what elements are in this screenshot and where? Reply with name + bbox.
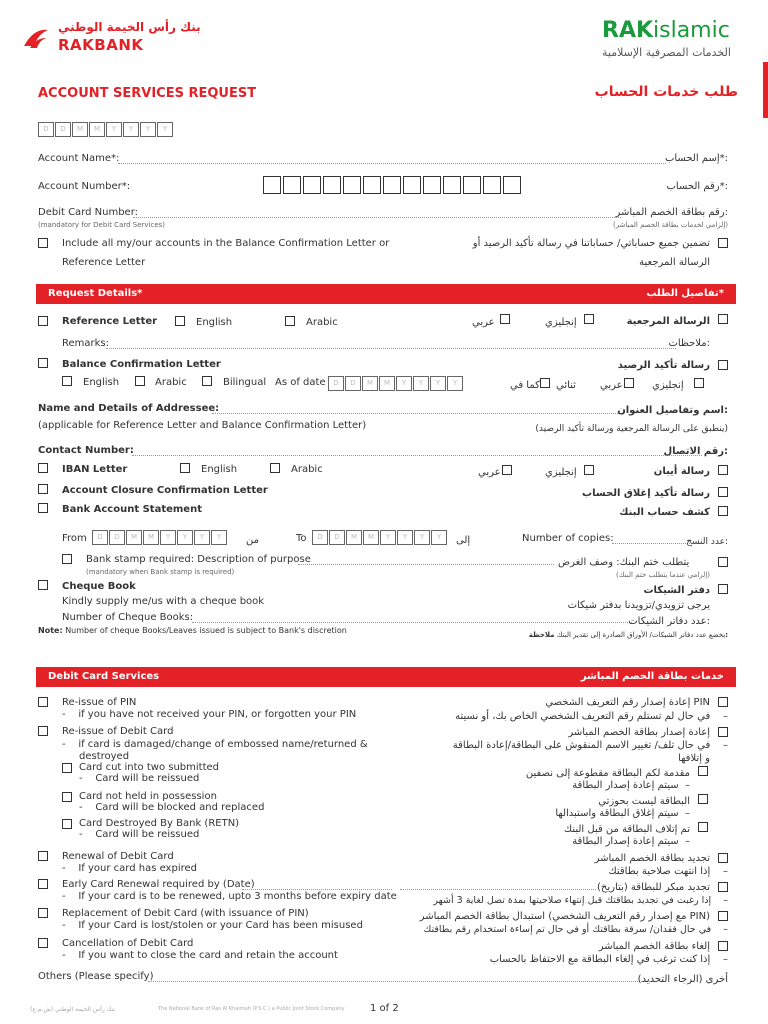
iban-english-label-ar: إنجليزي [545, 467, 577, 478]
card-cut-desc-ar: سيتم إعادة إصدار البطاقة – [572, 780, 690, 791]
replacement-checkbox-ar[interactable] [718, 911, 728, 921]
stamp-checkbox-ar[interactable] [718, 557, 728, 567]
card-destroyed-checkbox-ar[interactable] [698, 822, 708, 832]
replacement-desc: - If your Card is lost/stolen or your Card has been misused [62, 920, 363, 931]
reissue-pin-label: Re-issue of PIN [62, 697, 137, 708]
copies-field[interactable] [612, 543, 690, 544]
num-cheque-books-label: Number of Cheque Books: [62, 612, 194, 623]
cheque-note-ar [529, 631, 728, 639]
card-destroyed-label-ar: تم إتلاف البطاقة من قبل البنك [563, 824, 690, 835]
include-all-accounts-label-ar: تضمين جميع حساباتي/ حساباتنا في رسالة تأكيد الرصيد أو [472, 238, 710, 249]
card-destroyed-checkbox[interactable] [62, 819, 72, 829]
iban-arabic-checkbox[interactable] [270, 463, 280, 473]
card-destroyed-label: Card Destroyed By Bank (RETN) [79, 818, 240, 829]
closure-letter-checkbox[interactable] [38, 484, 48, 494]
cheque-note-text: Number of cheque Books/Leaves issued is subject to Bank's discretion [65, 626, 347, 635]
include-all-accounts-checkbox-ar[interactable] [718, 238, 728, 248]
card-not-held-label: Card not held in possession [79, 791, 217, 802]
reissue-card-label-ar: إعادة إصدار بطاقة الخصم المباشر [568, 727, 710, 738]
closure-letter-checkbox-ar[interactable] [718, 487, 728, 497]
debit-card-number-field[interactable] [133, 217, 621, 218]
cancellation-label: Cancellation of Debit Card [62, 938, 194, 949]
rakbank-name: RAKBANK [58, 36, 144, 54]
debit-card-services-band [36, 667, 736, 687]
cancellation-label-ar: إلغاء بطاقة الخصم المباشر [598, 941, 710, 952]
reissue-pin-checkbox-ar[interactable] [718, 697, 728, 707]
footer-legal: The National Bank of Ras Al Khaimah (P.S.C.) a Public Joint Stock Company [158, 1006, 345, 1012]
cheque-book-label: Cheque Book [62, 581, 136, 592]
card-cut-checkbox[interactable] [62, 763, 72, 773]
iban-letter-label: IBAN Letter [62, 464, 128, 475]
card-not-held-desc-ar: سيتم إغلاق البطاقة واستبدالها – [555, 808, 690, 819]
balance-bilingual-checkbox-ar[interactable] [540, 378, 550, 388]
title-en: ACCOUNT SERVICES REQUEST [38, 86, 257, 101]
cancellation-desc-ar: إذا كنت ترغب في إلغاء البطاقة مع الاحتفاظ بالحساب – [489, 954, 728, 965]
contact-number-label-ar: رقم الاتصال: [663, 446, 728, 457]
renewal-desc: - If your card has expired [62, 863, 197, 874]
remarks-field[interactable] [106, 348, 676, 349]
card-not-held-checkbox-ar[interactable] [698, 794, 708, 804]
iban-english-checkbox[interactable] [180, 463, 190, 473]
iban-english-label: English [201, 464, 238, 475]
kindly-supply-label-ar: يرجى تزويدي/تزويدنا بدفتر شيكات [567, 600, 710, 611]
account-number-label-ar: رقم الحساب*: [666, 181, 728, 192]
cheque-book-label-ar: دفتر الشيكات [643, 585, 710, 596]
account-name-label: Account Name*: [38, 153, 120, 164]
card-cut-label: Card cut into two submitted [79, 762, 219, 773]
reference-english-checkbox-ar[interactable] [584, 314, 594, 324]
reference-english-checkbox[interactable] [175, 316, 185, 326]
reference-letter-label: Reference Letter [62, 316, 158, 327]
copies-label: Number of copies: [522, 533, 614, 544]
balance-bilingual-label-ar: ثنائي [556, 380, 576, 391]
balance-bilingual-checkbox[interactable] [202, 376, 212, 386]
addressee-label: Name and Details of Addressee: [38, 403, 220, 414]
early-renewal-desc: - If your card is to be renewed, upto 3 months before expiry date [62, 891, 397, 902]
stamp-label-ar: يتطلب ختم البنك: وصف الغرض [558, 557, 690, 568]
iban-arabic-label-ar: عربي [478, 467, 501, 478]
rakbank-arabic-name: بنك رأس الخيمة الوطني [58, 20, 201, 34]
closure-letter-label: Account Closure Confirmation Letter [62, 485, 268, 496]
rakislamic-arabic: الخدمات المصرفية الإسلامية [602, 46, 731, 59]
reissue-pin-checkbox[interactable] [38, 697, 48, 707]
reissue-card-label: Re-issue of Debit Card [62, 726, 174, 737]
card-cut-desc: - Card will be reissued [79, 773, 200, 784]
include-all-accounts-checkbox[interactable] [38, 238, 48, 248]
reference-arabic-label-ar: عربي [472, 317, 495, 328]
reference-letter-checkbox[interactable] [38, 316, 48, 326]
num-cheque-books-field[interactable] [192, 622, 632, 623]
statement-from-date[interactable]: D D M M Y Y Y Y [92, 530, 228, 545]
reissue-pin-desc: - if you have not received your PIN, or forgotten your PIN [62, 709, 357, 720]
early-renewal-field[interactable] [242, 889, 392, 890]
reissue-card-checkbox[interactable] [38, 726, 48, 736]
reference-english-label: English [196, 317, 233, 328]
include-all-accounts-label-ar-2: الرسالة المرجعية [639, 257, 710, 268]
stamp-note-ar: (إلزامي عندما يتطلب ختم البنك) [616, 571, 710, 579]
header-accent-bar [763, 62, 768, 118]
statement-label-ar: كشف حساب البنك [619, 507, 710, 518]
cancellation-checkbox-ar[interactable] [718, 941, 728, 951]
include-all-accounts-label: Include all my/our accounts in the Balance Confirmation Letter or [62, 238, 390, 249]
iban-english-checkbox-ar[interactable] [584, 465, 594, 475]
form-date-boxes[interactable]: D D M M Y Y Y Y [38, 122, 174, 137]
early-renewal-checkbox[interactable] [38, 879, 48, 889]
reissue-card-desc: - if card is damaged/change of embossed name/returned & [62, 739, 368, 750]
reissue-pin-desc-ar: في حال لم تستلم رقم التعريف الشخصي الخاص بك، أو نسيته – [455, 711, 728, 722]
rakbank-bird-icon [22, 26, 50, 50]
kindly-supply-label: Kindly supply me/us with a cheque book [62, 596, 265, 607]
as-of-date-label: As of date [275, 377, 326, 388]
stamp-label: Bank stamp required: Description of purpose [86, 554, 311, 565]
balance-english-label-ar: إنجليزي [652, 380, 684, 391]
cheque-note-label: Note: [38, 626, 63, 635]
statement-checkbox[interactable] [38, 503, 48, 513]
reissue-card-desc-ar-2: و إتلافها [678, 753, 710, 764]
as-of-date-label-ar: كما في [510, 380, 540, 391]
reference-arabic-label: Arabic [306, 317, 338, 328]
addressee-label-ar: اسم وتفاصيل العنوان: [617, 405, 728, 416]
balance-letter-checkbox[interactable] [38, 358, 48, 368]
card-destroyed-desc-ar: سيتم إعادة إصدار البطاقة – [572, 836, 690, 847]
debit-card-services-title: Debit Card Services [48, 671, 160, 682]
balance-letter-label-ar: رسالة تأكيد الرصيد [617, 360, 710, 371]
others-label: Others (Please specify) [38, 971, 154, 982]
cheque-note [38, 626, 347, 635]
remarks-label-ar: ملاحظات: [668, 338, 710, 349]
card-destroyed-desc: - Card will be reissued [79, 829, 200, 840]
statement-label: Bank Account Statement [62, 504, 202, 515]
cheque-note-text-ar: يخضع عدد دفاتر الشيكات/ الأوراق الصادرة إلى تقدير البنك [556, 631, 726, 639]
statement-from-label-ar: من [246, 535, 259, 546]
stamp-checkbox[interactable] [62, 554, 72, 564]
contact-number-label: Contact Number: [38, 445, 134, 456]
balance-letter-checkbox-ar[interactable] [718, 360, 728, 370]
rakislamic-wordmark [602, 18, 730, 43]
cheque-book-checkbox-ar[interactable] [718, 584, 728, 594]
replacement-checkbox[interactable] [38, 908, 48, 918]
cancellation-checkbox[interactable] [38, 938, 48, 948]
debit-card-note: (mandatory for Debit Card Services) [38, 221, 166, 229]
rakislamic-rak: RAK [602, 18, 654, 43]
title-ar: طلب خدمات الحساب [594, 84, 738, 100]
debit-card-services-title-ar: خدمات بطاقة الخصم المباشر [580, 671, 724, 682]
balance-arabic-label-ar: عربي [600, 380, 623, 391]
statement-to-label-ar: إلى [456, 535, 471, 546]
renewal-label: Renewal of Debit Card [62, 851, 174, 862]
reissue-pin-label-ar: إعادة إصدار رقم التعريف الشخصي PIN [545, 697, 710, 708]
statement-from-label: From [62, 533, 87, 544]
early-renewal-field-ar[interactable] [400, 889, 596, 890]
stamp-field[interactable] [298, 564, 554, 565]
account-number-boxes[interactable] [263, 176, 523, 194]
reference-english-label-ar: إنجليزي [545, 317, 577, 328]
others-field[interactable] [148, 981, 654, 982]
replacement-desc-ar: في حال فقدان/ سرقة بطاقتك أو في حال تم إساءة استخدام رقم بطاقتك – [423, 924, 728, 935]
early-renewal-checkbox-ar[interactable] [718, 882, 728, 892]
cheque-book-checkbox[interactable] [38, 580, 48, 590]
balance-english-label: English [83, 377, 120, 388]
iban-letter-label-ar: رسالة أيبان [653, 466, 710, 477]
replacement-label-ar: استبدال بطاقة الخصم المباشر (مع إصدار رقم التعريف الشخصي PIN) [419, 911, 710, 922]
footer-legal-ar: بنك رأس الخيمة الوطني (ش.م.ع) [30, 1006, 116, 1013]
card-not-held-checkbox[interactable] [62, 792, 72, 802]
request-details-title-ar: تفاصيل الطلب* [646, 288, 724, 299]
reference-arabic-checkbox-ar[interactable] [500, 314, 510, 324]
balance-english-checkbox[interactable] [62, 376, 72, 386]
applicable-note-ar: (ينطبق على الرسالة المرجعية ورسالة تأكيد الرصيد) [535, 424, 728, 434]
balance-letter-label: Balance Confirmation Letter [62, 359, 221, 370]
debit-card-number-label-ar: رقم بطاقة الخصم المباشر: [615, 207, 728, 218]
statement-to-label: To [296, 533, 307, 544]
renewal-desc-ar: إذا انتهت صلاحية بطاقتك – [608, 866, 728, 877]
applicable-note: (applicable for Reference Letter and Balance Confirmation Letter) [38, 420, 367, 431]
stamp-note: (mandatory when Bank stamp is required) [86, 568, 235, 576]
reference-arabic-checkbox[interactable] [285, 316, 295, 326]
account-name-label-ar: إسم الحساب*: [664, 153, 728, 164]
debit-card-number-label: Debit Card Number: [38, 207, 139, 218]
early-renewal-desc-ar: إذا رغبت في تجديد بطاقتك قبل إنتهاء صلاحيتها بمدة تصل لغاية 3 أشهر – [433, 895, 728, 906]
iban-letter-checkbox[interactable] [38, 463, 48, 473]
rakbank-logo [22, 20, 201, 56]
replacement-label: Replacement of Debit Card (with issuance of PIN) [62, 908, 309, 919]
card-not-held-desc: - Card will be blocked and replaced [79, 802, 265, 813]
cancellation-desc: - If you want to close the card and retain the account [62, 950, 338, 961]
balance-arabic-checkbox-ar[interactable] [624, 378, 634, 388]
balance-arabic-checkbox[interactable] [135, 376, 145, 386]
reference-letter-checkbox-ar[interactable] [718, 314, 728, 324]
num-cheque-books-label-ar: عدد دفاتر الشيكات: [628, 616, 710, 627]
page-number: 1 of 2 [370, 1003, 399, 1014]
others-label-ar: أخرى (الرجاء التحديد) [637, 974, 728, 985]
early-renewal-label: Early Card Renewal required by (Date) [62, 879, 255, 890]
rakislamic-logo [600, 18, 750, 62]
request-details-title: Request Details* [48, 288, 143, 299]
debit-card-note-ar: (إلزامي لخدمات بطاقة الخصم المباشر) [613, 221, 728, 229]
statement-to-date[interactable]: D D M M Y Y Y Y [312, 530, 448, 545]
account-number-label: Account Number*: [38, 181, 131, 192]
balance-arabic-label: Arabic [155, 377, 187, 388]
account-name-field[interactable] [118, 163, 666, 164]
renewal-label-ar: تجديد بطاقة الخصم المباشر [594, 853, 710, 864]
card-cut-checkbox-ar[interactable] [698, 766, 708, 776]
balance-english-checkbox-ar[interactable] [694, 378, 704, 388]
cheque-note-label-ar: ملاحظة: [528, 631, 728, 639]
reissue-card-desc-ar: في حال تلف/ تغيير الاسم المنقوش على البطاقة/إعادة البطاقة – [452, 740, 728, 751]
closure-letter-label-ar: رسالة تأكيد إغلاق الحساب [582, 488, 710, 499]
iban-letter-checkbox-ar[interactable] [718, 465, 728, 475]
rakislamic-islamic: islamic [653, 18, 730, 43]
card-not-held-label-ar: البطاقة ليست بحوزتي [598, 796, 690, 807]
as-of-date-boxes[interactable]: D D M M Y Y Y Y [328, 376, 464, 391]
iban-arabic-checkbox-ar[interactable] [502, 465, 512, 475]
renewal-checkbox-ar[interactable] [718, 853, 728, 863]
reference-letter-label-ar: الرسالة المرجعية [626, 316, 710, 327]
balance-bilingual-label: Bilingual [223, 377, 267, 388]
iban-arabic-label: Arabic [291, 464, 323, 475]
addressee-field[interactable] [212, 413, 620, 414]
remarks-label: Remarks: [62, 338, 110, 349]
statement-checkbox-ar[interactable] [718, 506, 728, 516]
copies-label-ar: عدد النسخ: [686, 537, 728, 547]
early-renewal-label-ar: تجديد مبكر للبطاقة (بتاريخ) [597, 882, 710, 893]
contact-number-field[interactable] [132, 455, 702, 456]
reissue-card-desc-2: destroyed [79, 751, 130, 762]
include-all-accounts-label-2: Reference Letter [62, 257, 146, 268]
request-details-band [36, 284, 736, 304]
reissue-card-checkbox-ar[interactable] [718, 727, 728, 737]
renewal-checkbox[interactable] [38, 851, 48, 861]
card-cut-label-ar: مقدمة لكم البطاقة مقطوعة إلى نصفين [525, 768, 690, 779]
